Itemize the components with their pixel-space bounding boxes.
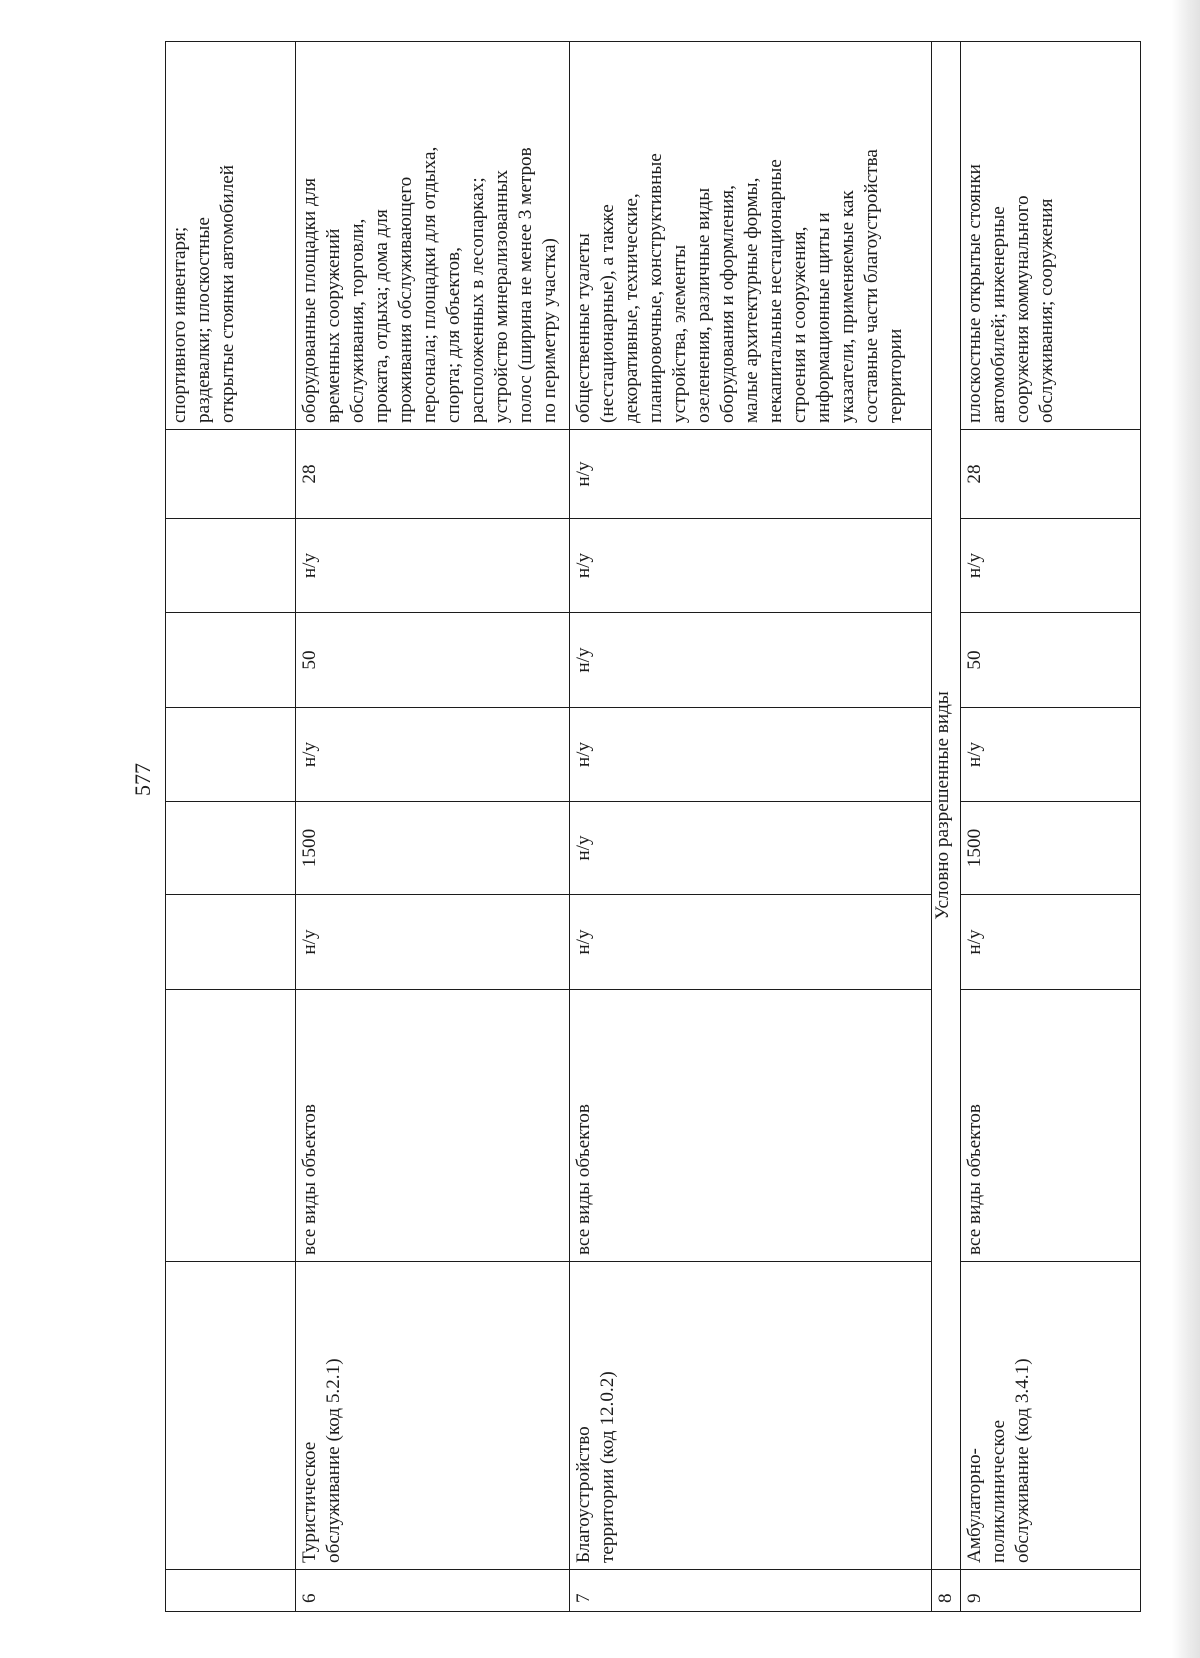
cell-value-1: н/у	[570, 895, 932, 990]
cell-value-2: н/у	[570, 802, 932, 895]
cell-num: 9	[961, 1570, 1141, 1612]
cell-num	[166, 1570, 296, 1612]
cell-name	[166, 1262, 296, 1570]
description-line: спортивного инвентаря;	[169, 226, 190, 423]
table-row-continuation	[166, 42, 296, 1612]
cell-objects: все виды объектов	[570, 990, 932, 1262]
cell-objects: все виды объектов	[961, 990, 1141, 1262]
cell-description: общественные туалеты (нестационарные), а также декоративные, технические, планировочные, конструктивные устройства, элементы озеленения, различные виды оборудования и оформления, малые архитектурные формы, некапитальные нестационарные строения и сооружения, информационные щиты и указатели, применяемые как составные части благоустройства территории	[570, 42, 932, 430]
table-row-7	[570, 42, 932, 1612]
cell-objects: все виды объектов	[296, 990, 570, 1262]
cell-value-4: н/у	[570, 613, 932, 708]
cell-name: Туристическое обслуживание (код 5.2.1)	[296, 1262, 570, 1570]
cell-description	[166, 42, 296, 430]
cell-value-3: н/у	[961, 708, 1141, 802]
cell-value-4: 50	[296, 613, 570, 708]
cell-value-2: 1500	[961, 802, 1141, 895]
cell-value-3: н/у	[296, 708, 570, 802]
description-line: раздевалки; плоскостные	[193, 217, 214, 423]
page-number: 577	[130, 763, 155, 796]
rotated-table-container	[165, 42, 1137, 1612]
cell-value-5: н/у	[296, 519, 570, 613]
zoning-table	[165, 41, 1141, 1612]
cell-value-3: н/у	[570, 708, 932, 802]
cell-name: Благоустройство территории (код 12.0.2)	[570, 1262, 932, 1570]
section-title: Условно разрешенные виды	[932, 42, 961, 1570]
description-line: открытые стоянки автомобилей	[217, 164, 238, 423]
cell-value-5: н/у	[961, 519, 1141, 613]
cell-value-6: 28	[961, 430, 1141, 519]
cell-value-1: н/у	[961, 895, 1141, 990]
cell-value-6: 28	[296, 430, 570, 519]
cell-num: 7	[570, 1570, 932, 1612]
table-row-6	[296, 42, 570, 1612]
cell-value-5: н/у	[570, 519, 932, 613]
cell-value-1: н/у	[296, 895, 570, 990]
cell-name: Амбулаторно- поликлиническое обслуживание (код 3.4.1)	[961, 1262, 1141, 1570]
cell-objects	[166, 990, 296, 1262]
cell-value-2: 1500	[296, 802, 570, 895]
scan-edge-shading	[1172, 0, 1200, 1658]
cell-description: оборудованные площадки для временных сооружений обслуживания, торговли, проката, отдыха; дома для проживания обслуживающего персонала; площадки для отдыха, спорта; для объектов, расположенных в лесопарках; устройство минерализованных полос (ширина не менее 3 метров по периметру участка)	[296, 42, 570, 430]
cell-num: 6	[296, 1570, 570, 1612]
table-row-section-8	[932, 42, 961, 1612]
section-num: 8	[932, 1570, 961, 1612]
cell-value-4: 50	[961, 613, 1141, 708]
cell-value-6: н/у	[570, 430, 932, 519]
cell-description: плоскостные открытые стоянки автомобилей; инженерные сооружения коммунального обслуживания; сооружения	[961, 42, 1141, 430]
table-row-9	[961, 42, 1141, 1612]
